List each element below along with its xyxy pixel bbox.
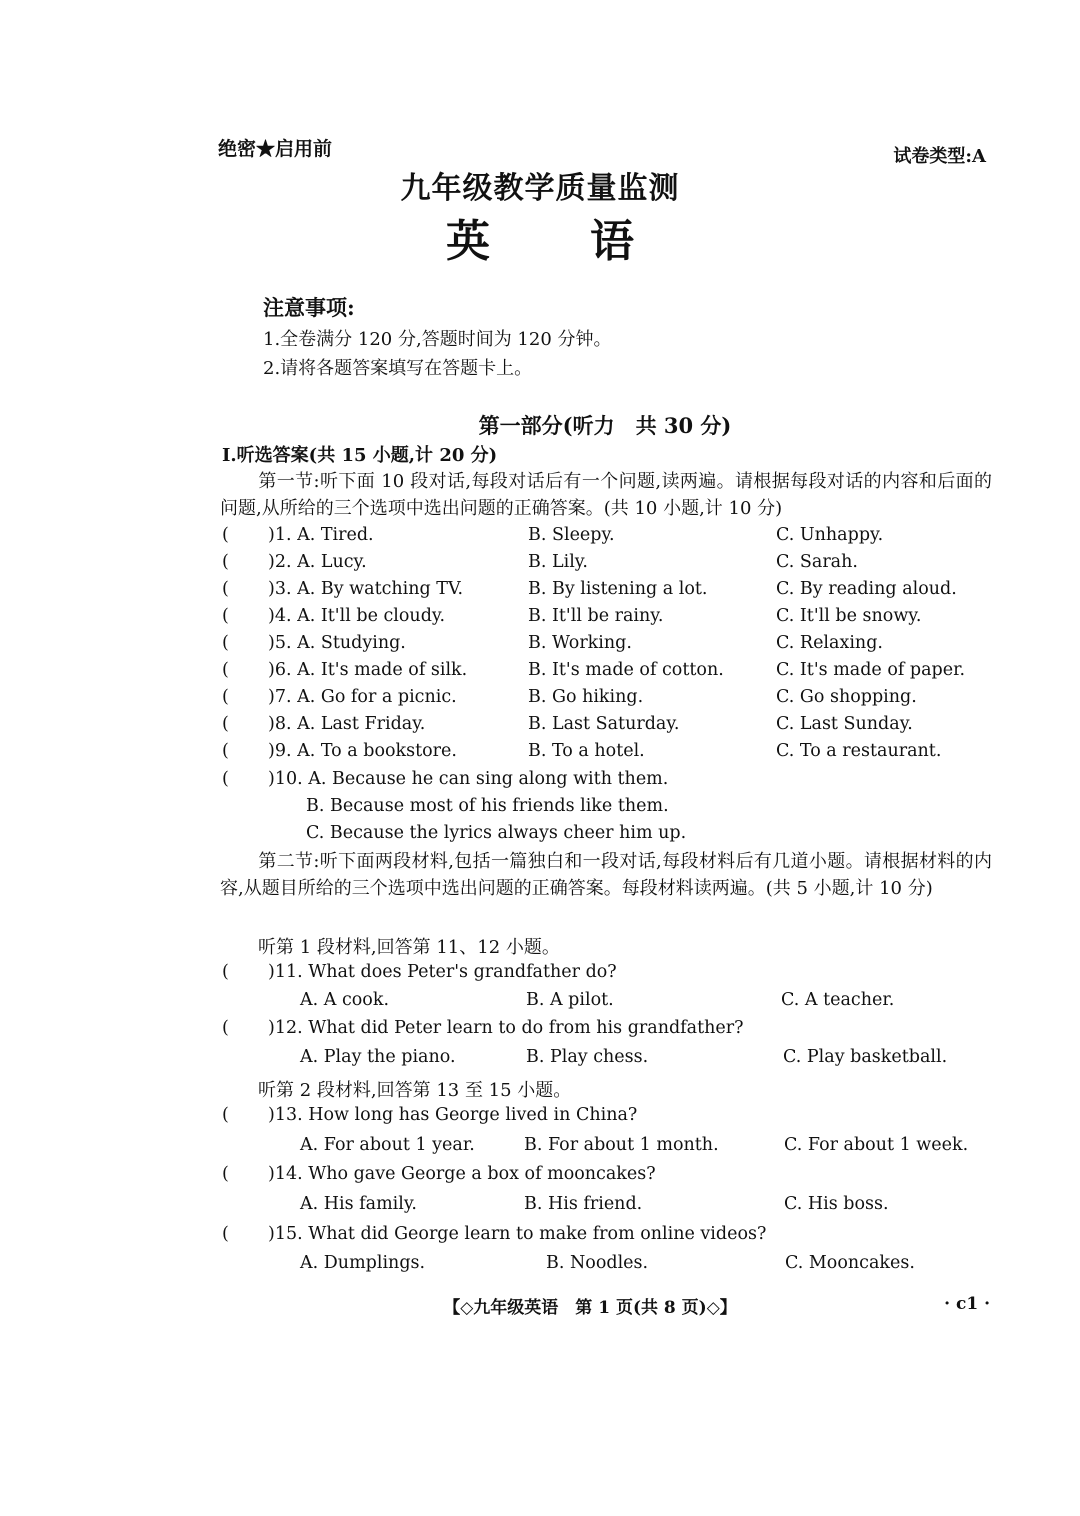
question-option-b: B. Play chess. [526, 1047, 649, 1067]
question-option-c: C. It'll be snowy. [776, 606, 922, 626]
question-stem: )15. What did George learn to make from online videos? [268, 1224, 767, 1244]
question-option-b: B. His friend. [524, 1194, 643, 1214]
question-option-a: A. His family. [300, 1194, 417, 1214]
question-option-b: B. Noodles. [546, 1253, 649, 1273]
answer-paren: ( [222, 769, 229, 789]
answer-paren: ( [222, 962, 229, 982]
question-10-option-a: )10. A. Because he can sing along with them. [268, 769, 669, 789]
question-stem: )12. What did Peter learn to do from his grandfather? [268, 1018, 744, 1038]
section-title: Ⅰ.听选答案(共 15 小题,计 20 分) [222, 445, 498, 466]
page-code: · c1 · [944, 1294, 990, 1314]
material-1-instruction: 听第 1 段材料,回答第 11、12 小题。 [258, 937, 560, 958]
answer-paren: ( [222, 1105, 229, 1125]
question-option-b: B. Sleepy. [528, 525, 615, 545]
question-option-b: B. It'll be rainy. [528, 606, 664, 626]
question-option-a: )8. A. Last Friday. [268, 714, 426, 734]
answer-paren: ( [222, 1018, 229, 1038]
notice-title: 注意事项: [263, 295, 355, 320]
question-option-a: A. A cook. [300, 990, 390, 1010]
notice-item: 1.全卷满分 120 分,答题时间为 120 分钟。 [263, 329, 612, 350]
answer-paren: ( [222, 633, 229, 653]
question-option-c: C. By reading aloud. [776, 579, 957, 599]
question-option-a: A. Play the piano. [300, 1047, 456, 1067]
question-option-c: C. Mooncakes. [785, 1253, 915, 1273]
answer-paren: ( [222, 606, 229, 626]
part1-title: 第一部分(听力 共 30 分) [478, 413, 732, 438]
question-option-c: C. Sarah. [776, 552, 858, 572]
question-option-a: )1. A. Tired. [268, 525, 374, 545]
question-option-b: B. A pilot. [526, 990, 614, 1010]
question-option-b: B. Go hiking. [528, 687, 644, 707]
notice-item: 2.请将各题答案填写在答题卡上。 [263, 358, 533, 379]
section1-intro [220, 468, 992, 522]
question-option-b: B. By listening a lot. [528, 579, 708, 599]
answer-paren: ( [222, 1224, 229, 1244]
question-option-a: )6. A. It's made of silk. [268, 660, 468, 680]
answer-paren: ( [222, 1164, 229, 1184]
page-footer: 【◇九年级英语 第 1 页(共 8 页)◇】 [443, 1298, 737, 1318]
question-10-option-c: C. Because the lyrics always cheer him up. [306, 823, 687, 843]
question-option-a: A. Dumplings. [300, 1253, 426, 1273]
question-option-b: B. To a hotel. [528, 741, 645, 761]
confidential-label: 绝密★启用前 [218, 138, 333, 160]
question-option-c: C. It's made of paper. [776, 660, 966, 680]
question-option-a: )4. A. It'll be cloudy. [268, 606, 446, 626]
answer-paren: ( [222, 741, 229, 761]
question-option-c: C. Go shopping. [776, 687, 917, 707]
question-10-option-b: B. Because most of his friends like them. [306, 796, 669, 816]
question-option-c: C. Unhappy. [776, 525, 884, 545]
answer-paren: ( [222, 687, 229, 707]
question-option-a: )5. A. Studying. [268, 633, 406, 653]
material-2-instruction: 听第 2 段材料,回答第 13 至 15 小题。 [258, 1080, 572, 1101]
question-option-c: C. Last Sunday. [776, 714, 913, 734]
question-option-b: B. For about 1 month. [524, 1135, 719, 1155]
question-stem: )14. Who gave George a box of mooncakes? [268, 1164, 656, 1184]
answer-paren: ( [222, 660, 229, 680]
section1-intro-text: 第一节:听下面 10 段对话,每段对话后有一个问题,读两遍。请根据每段对话的内容和后面的问题,从所给的三个选项中选出问题的正确答案。(共 10 小题,计 10 分) [220, 471, 992, 519]
exam-title: 九年级教学质量监测 [400, 171, 680, 206]
question-stem: )11. What does Peter's grandfather do? [268, 962, 617, 982]
question-option-c: C. To a restaurant. [776, 741, 942, 761]
section2-intro-text: 第二节:听下面两段材料,包括一篇独白和一段对话,每段材料后有几道小题。请根据材料的内容,从题目所给的三个选项中选出问题的正确答案。每段材料读两遍。(共 5 小题,计 10 分) [220, 851, 992, 899]
question-option-c: C. Play basketball. [783, 1047, 948, 1067]
question-option-c: C. His boss. [784, 1194, 889, 1214]
question-option-a: )9. A. To a bookstore. [268, 741, 457, 761]
question-option-b: B. Last Saturday. [528, 714, 680, 734]
question-option-b: B. Lily. [528, 552, 588, 572]
question-option-c: C. Relaxing. [776, 633, 883, 653]
question-option-c: C. For about 1 week. [784, 1135, 969, 1155]
answer-paren: ( [222, 552, 229, 572]
answer-paren: ( [222, 579, 229, 599]
answer-paren: ( [222, 714, 229, 734]
subject-title: 英语 [446, 216, 734, 267]
paper-type-label: 试卷类型:A [893, 146, 986, 167]
question-option-b: B. Working. [528, 633, 632, 653]
answer-paren: ( [222, 525, 229, 545]
question-option-a: )3. A. By watching TV. [268, 579, 464, 599]
question-option-a: )7. A. Go for a picnic. [268, 687, 457, 707]
question-option-c: C. A teacher. [781, 990, 895, 1010]
question-option-b: B. It's made of cotton. [528, 660, 724, 680]
question-option-a: )2. A. Lucy. [268, 552, 367, 572]
question-option-a: A. For about 1 year. [300, 1135, 475, 1155]
question-stem: )13. How long has George lived in China? [268, 1105, 638, 1125]
section2-intro [220, 848, 992, 902]
